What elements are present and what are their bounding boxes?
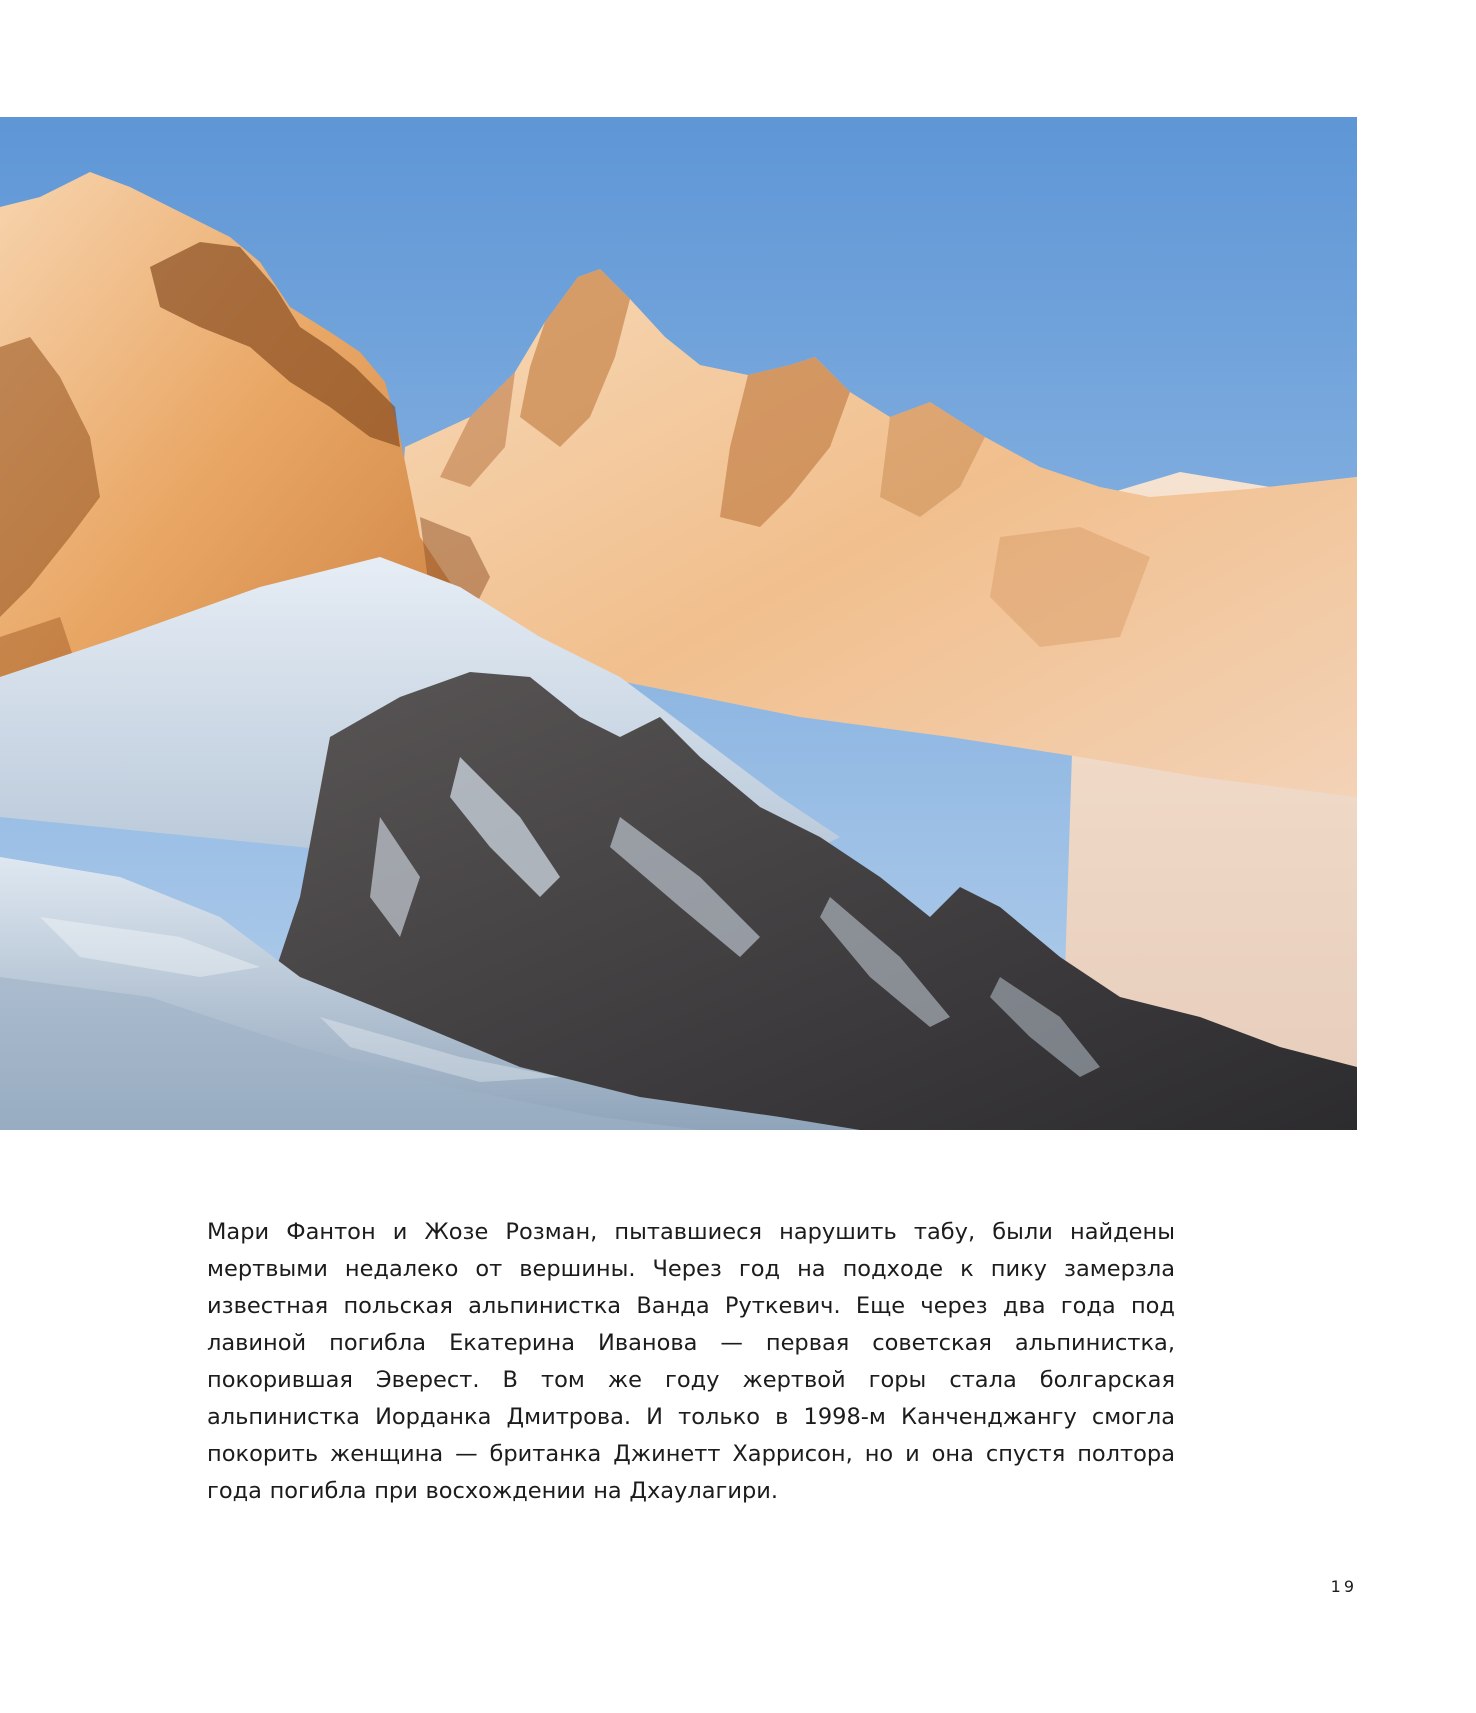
body-paragraph: Мари Фантон и Жозе Розман, пытавшиеся нарушить табу, были найдены мертвыми недалеко от вершины. Через год на подходе к пику замерзла известная польская альпинистка Ванда Руткевич. Еще через два года под лавиной погибла Екатерина Иванова — первая советская альпинистка, покорившая Эверест. В том же году жертвой горы стала болгарская альпинистка Иорданка Дмитрова. И только в 1998-м Канченджангу смогла покорить женщина — британка Джинетт Харрисон, но и она спустя полтора года погибла при восхождении на Дхаулагири. xyxy=(207,1219,1175,1504)
page-number: 19 xyxy=(1330,1577,1357,1596)
mountain-photo xyxy=(0,117,1357,1130)
kangchenjunga-alpenglow-image xyxy=(0,117,1357,1130)
